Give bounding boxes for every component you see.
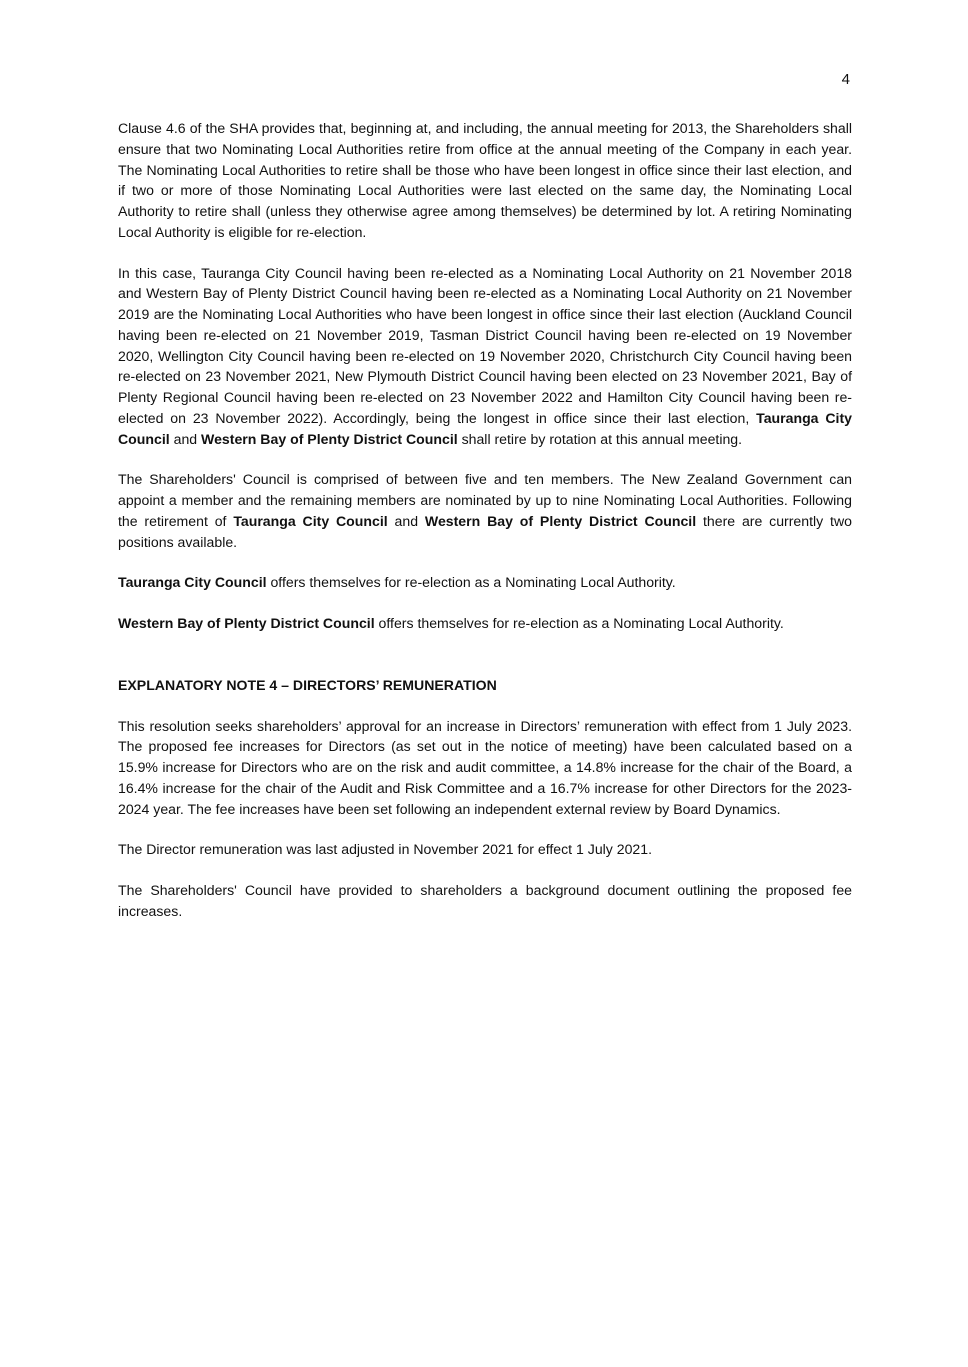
remuneration-paragraph-2: The Director remuneration was last adjusted in November 2021 for effect 1 July 2021. — [118, 841, 653, 858]
offer-paragraph-western-bay — [118, 613, 852, 634]
case-text-before: In this case, Tauranga City Council having been re-elected as a Nominating Local Authority on 21 November 2018 and Western Bay of Plenty District Council having been re-elected as a Nominating Local Authority on 21 November 2019 are the Nominating Local Authorities who have been longest in office since their last election (Auckland Council having been re-elected on 21 November 2019, Tasman District Council having been re-elected on 19 November 2020, Wellington City Council having been re-elected on 19 November 2020, Christchurch City Council having been re-elected on 23 November 2021, New Plymouth District Council having been elected on 23 November 2021, Bay of Plenty Regional Council having been re-elected on 23 November 2022 and Hamilton City Council having been re-elected on 23 November 2022). Accordingly, being the longest in office since their last election, — [118, 264, 852, 426]
council-bold-western-bay: Western Bay of Plenty District Council — [424, 512, 697, 529]
offer-bold-tauranga: Tauranga City Council — [118, 574, 267, 591]
case-bold-western-bay: Western Bay of Plenty District Council — [201, 430, 458, 447]
remuneration-paragraph-1: This resolution seeks shareholders’ approval for an increase in Directors’ remuneration with effect from 1 July 2023. The proposed fee increases for Directors (as set out in the notice of meeting) have been calculated based on a 15.9% increase for Directors who are on the risk and audit committee, a 14.8% increase for the chair of the Board, a 16.4% increase for the chair of the Audit and Risk Committee and a 16.7% increase for other Directors for the 2023-2024 year. The fee increases have been set following an independent external review by Board Dynamics. — [118, 717, 852, 817]
section-heading-remuneration: EXPLANATORY NOTE 4 – DIRECTORS’ REMUNERATION — [118, 676, 497, 693]
offer-bold-western-bay: Western Bay of Plenty District Council — [118, 615, 375, 631]
case-bold-tauranga: Tauranga City Council — [118, 409, 852, 447]
clause-paragraph: Clause 4.6 of the SHA provides that, beginning at, and including, the annual meeting for 2013, the Shareholders shall ensure that two Nominating Local Authorities retire from office at the annual meeting of the Company in each year. The Nominating Local Authorities to retire shall be those who have been longest in office since their last election, and if two or more of those Nominating Local Authorities were last elected on the same day, the Nominating Local Authority to retire shall (unless they otherwise agree among themselves) be determined by lot. A retiring Nominating Local Authority is eligible for re-election. — [118, 120, 852, 240]
council-bold-tauranga: Tauranga City Council — [233, 512, 388, 529]
remuneration-paragraph-3: The Shareholders' Council have provided to shareholders a background document outlining the proposed fee increases. — [118, 882, 852, 919]
case-text-after: shall retire by rotation at this annual meeting. — [457, 430, 743, 447]
case-paragraph — [118, 263, 852, 450]
document-body — [118, 118, 852, 942]
council-text-middle: and — [387, 512, 425, 529]
offer-text-western-bay: offers themselves for re-election as a Nominating Local Authority. — [374, 615, 784, 631]
offer-paragraph-tauranga — [118, 572, 852, 593]
council-text-after: there are currently two positions available. — [118, 512, 852, 550]
case-text-middle: and — [169, 430, 202, 447]
council-paragraph — [118, 469, 852, 552]
council-text-before: The Shareholders' Council is comprised of between five and ten members. The New Zealand Government can appoint a member and the remaining members are nominated by up to nine Nominating Local Authorities. Following the retirement of — [118, 471, 852, 529]
page-number: 4 — [841, 71, 850, 88]
offer-text-tauranga: offers themselves for re-election as a Nominating Local Authority. — [266, 574, 676, 591]
